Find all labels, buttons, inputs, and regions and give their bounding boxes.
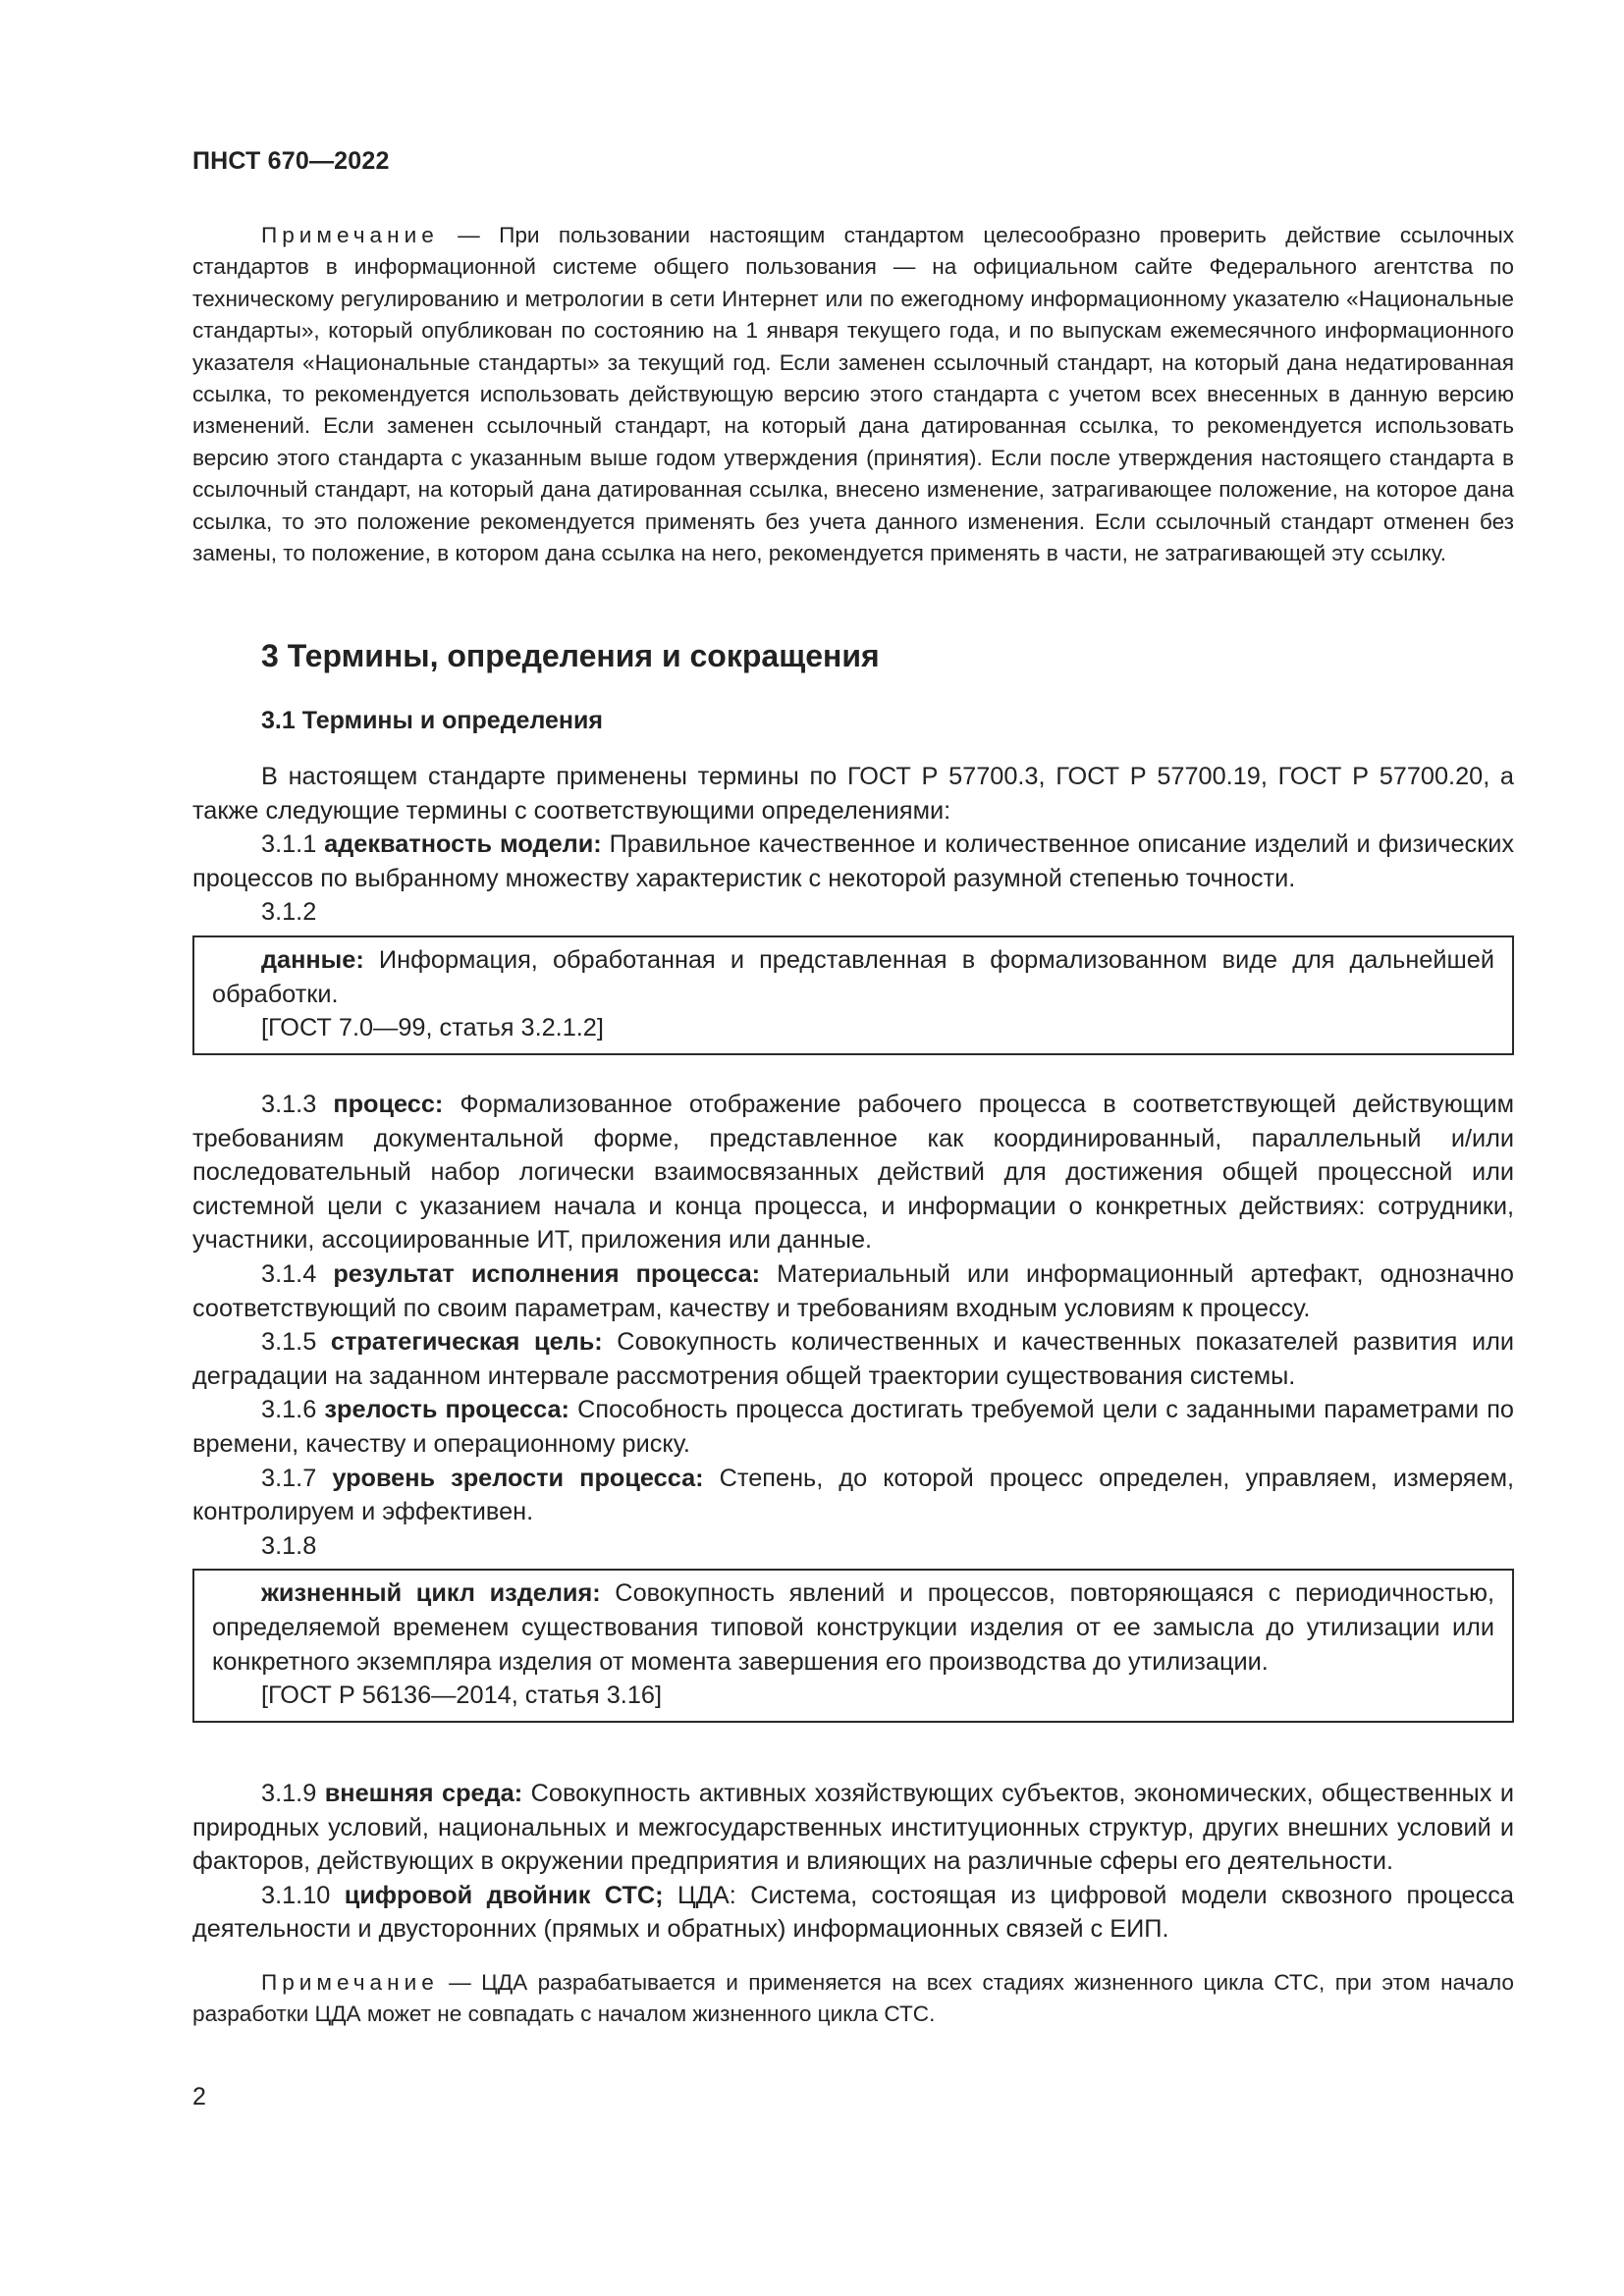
term-name: жизненный цикл изделия: <box>261 1579 601 1608</box>
term-number: 3.1.8 <box>261 1531 317 1560</box>
terms-block-2 <box>192 1088 1514 1723</box>
term-source: [ГОСТ 7.0—99, статья 3.2.1.2] <box>261 1014 604 1042</box>
term-name: результат исполнения процесса: <box>333 1259 761 1288</box>
term-definition: Степень, до которой процесс определен, управляем, измеряем, контролируем и эффективен. <box>192 1464 1514 1526</box>
note-top <box>192 220 1514 569</box>
term-3-1-3 <box>192 1088 1514 1257</box>
note-label: Примечание <box>261 223 439 247</box>
term-number: 3.1.5 <box>261 1328 331 1357</box>
term-definition: Совокупность количественных и качественных показателей развития или деградации на заданном интервале рассмотрения общей траектории существования системы. <box>192 1328 1514 1390</box>
term-3-1-2 <box>212 943 1494 1011</box>
term-number: 3.1.9 <box>261 1780 325 1807</box>
term-definition: Совокупность явлений и процессов, повторяющаяся с периодичностью, определяемой временем существования типовой конструкции изделия от ее замысла до утилизации или конкретного экземпляра изделия от момента завершения его производства до утилизации. <box>212 1579 1494 1676</box>
note-bottom <box>192 1967 1514 2031</box>
term-box-3-1-8 <box>192 1569 1514 1722</box>
term-name: цифровой двойник СТС; <box>344 1881 664 1909</box>
term-3-1-8 <box>212 1576 1494 1679</box>
term-name: зрелость процесса: <box>324 1396 569 1424</box>
term-name: данные: <box>261 945 364 974</box>
term-definition: Правильное качественное и количественное описание изделий и физических процессов по выбранному множеству характеристик с некоторой разумной степенью точности. <box>192 830 1515 892</box>
section-title: 3 Термины, определения и сокращения <box>261 638 880 673</box>
subsection-title: 3.1 Термины и определения <box>261 707 603 734</box>
document-page <box>192 0 1514 2296</box>
term-3-1-1 <box>192 828 1514 895</box>
section-intro: В настоящем стандарте применены термины по ГОСТ Р 57700.3, ГОСТ Р 57700.19, ГОСТ Р 57700.20, а также следующие термины с соответствующими определениями: <box>192 763 1514 825</box>
term-definition: Совокупность активных хозяйствующих субъектов, экономических, общественных и природных условий, национальных и межгосударственных институционных структур, других внешних условий и факторов, действующих в окружении предприятия и влияющих на различные сферы его деятельности. <box>192 1780 1514 1876</box>
term-3-1-9 <box>192 1777 1514 1879</box>
note-text: — ЦДА разрабатывается и применяется на всех стадиях жизненного цикла СТС, при этом начало разработки ЦДА может не совпадать с началом жизненного цикла СТС. <box>192 1970 1514 2027</box>
term-name: адекватность модели: <box>324 830 602 859</box>
term-number: 3.1.4 <box>261 1259 334 1288</box>
page-number: 2 <box>192 2083 206 2110</box>
term-name: стратегическая цель: <box>330 1328 603 1357</box>
term-number: 3.1.6 <box>261 1396 325 1424</box>
document-id-header: ПНСТ 670—2022 <box>192 147 390 175</box>
term-definition: Формализованное отображение рабочего процесса в соответствующей действующим требованиям документальной форме, представленное как координированный, параллельный и/или последовательный набор логически взаимосвязанных действий для достижения общей процессной или системной цели с указанием начала и конца процесса, и информации о конкретных действиях: сотрудники, участники, ассоциированные ИТ, приложения или данные. <box>192 1091 1515 1255</box>
term-number: 3.1.1 <box>261 830 325 859</box>
note-label: Примечание <box>261 1970 439 1995</box>
term-source: [ГОСТ Р 56136—2014, статья 3.16] <box>261 1682 662 1710</box>
term-number: 3.1.3 <box>261 1091 334 1118</box>
term-3-1-4 <box>192 1257 1514 1325</box>
term-number: 3.1.7 <box>261 1464 333 1492</box>
term-number: 3.1.10 <box>261 1881 345 1909</box>
term-3-1-7 <box>192 1462 1514 1529</box>
term-definition: Материальный или информационный артефакт, однозначно соответствующий по своим параметрам, качеству и требованиям входным условиям к процессу. <box>192 1259 1514 1322</box>
term-3-1-10 <box>192 1879 1514 1947</box>
term-3-1-6 <box>192 1393 1514 1461</box>
term-name: процесс: <box>333 1091 444 1118</box>
terms-block-1 <box>192 760 1514 1055</box>
term-definition: Способность процесса достигать требуемой цели с заданными параметрами по времени, качеству и операционному риску. <box>192 1396 1514 1458</box>
term-name: внешняя среда: <box>324 1780 523 1807</box>
term-definition: Информация, обработанная и представленная в формализованном виде для дальнейшей обработки. <box>212 945 1494 1008</box>
term-3-1-5 <box>192 1325 1514 1393</box>
term-box-3-1-2 <box>192 935 1514 1055</box>
term-number: 3.1.2 <box>261 898 317 927</box>
term-definition: ЦДА: Система, состоящая из цифровой модели сквозного процесса деятельности и двусторонних (прямых и обратных) информационных связей с ЕИП. <box>192 1881 1514 1944</box>
term-name: уровень зрелости процесса: <box>332 1464 704 1492</box>
note-text: — При пользовании настоящим стандартом целесообразно проверить действие ссылочных стандартов в информационной системе общего пользования — на официальном сайте Федерального агентства по техническому регулированию и метрологии в сети Интернет или по ежегодному информационному указателю «Национальные стандарты», который опубликован по состоянию на 1 января текущего года, и по выпускам ежемесячного информационного указателя «Национальные стандарты» за текущий год. Если заменен ссылочный стандарт, на который дана недатированная ссылка, то рекомендуется использовать действующую версию этого стандарта с учетом всех внесенных в данную версию изменений. Если заменен ссылочный стандарт, на который дана датированная ссылка, то рекомендуется использовать версию этого стандарта с указанным выше годом утверждения (принятия). Если после утверждения настоящего стандарта в ссылочный стандарт, на который дана датированная ссылка, внесено изменение, затрагивающее положение, на которое дана ссылка, то это положение рекомендуется применять без учета данного изменения. Если ссылочный стандарт отменен без замены, то положение, в котором дана ссылка на него, рекомендуется применять в части, не затрагивающей эту ссылку. <box>192 223 1514 566</box>
terms-block-3 <box>192 1777 1514 1947</box>
